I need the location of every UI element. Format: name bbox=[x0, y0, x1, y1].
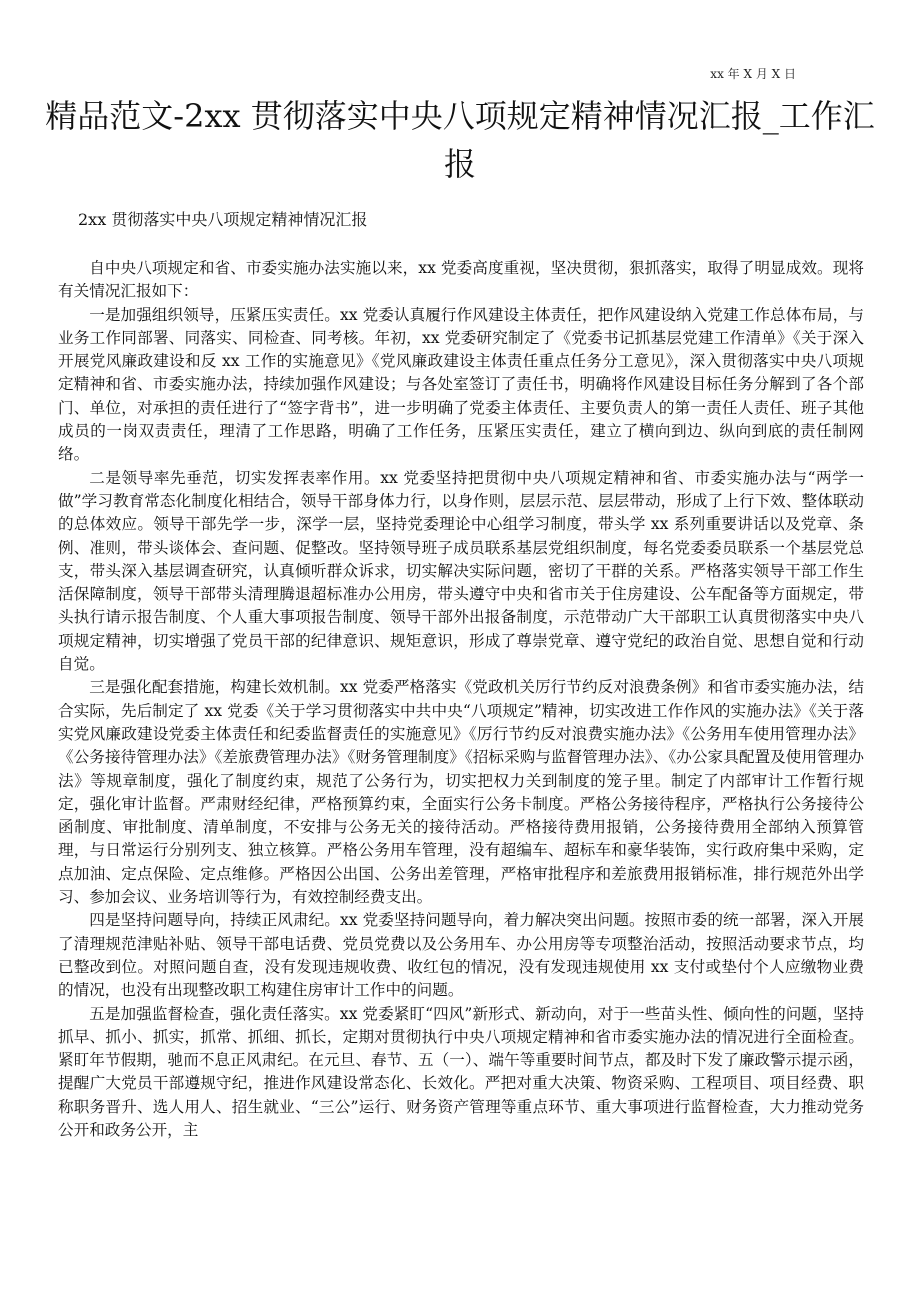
paragraph-point-2: 二是领导率先垂范，切实发挥表率作用。xx 党委坚持把贯彻中央八项规定精神和省、市委实施办法与“两学一做”学习教育常态化制度化相结合，领导干部身体力行，以身作则，层层示范、层层带动，形成了上行下效、整体联动的总体效应。领导干部先学一步，深学一层，坚持党委理论中心组学习制度，带头学 xx 系列重要讲话以及党章、条例、准则，带头谈体会、查问题、促整改。坚持领导班子成员联系基层党组织制度，每名党委委员联系一个基层党总支，带头深入基层调查研究，认真倾听群众诉求，切实解决实际问题，密切了干群的关系。严格落实领导干部工作生活保障制度，领导干部带头清理腾退超标准办公用房，带头遵守中央和省市关于住房建设、公车配备等方面规定，带头执行请示报告制度、个人重大事项报告制度、领导干部外出报备制度，示范带动广大干部职工认真贯彻落实中央八项规定精神，切实增强了党员干部的纪律意识、规矩意识，形成了尊崇党章、遵守党纪的政治自觉、思想自觉和行动自觉。 bbox=[58, 468, 864, 674]
paragraph-point-4: 四是坚持问题导向，持续正风肃纪。xx 党委坚持问题导向，着力解决突出问题。按照市委的统一部署，深入开展了清理规范津贴补贴、领导干部电话费、党员党费以及公务用车、办公用房等专项整治活动，按照活动要求节点，均已整改到位。对照问题自查，没有发现违规收费、收红包的情况，没有发现违规使用 xx 支付或垫付个人应缴物业费的情况，也没有出现整改职工构建住房审计工作中的问题。 bbox=[58, 911, 864, 1000]
document-body bbox=[58, 257, 864, 1142]
paragraph-point-3: 三是强化配套措施，构建长效机制。xx 党委严格落实《党政机关厉行节约反对浪费条例》和省市委实施办法，结合实际，先后制定了 xx 党委《关于学习贯彻落实中共中央“八项规定”精神，切实改进工作作风的实施办法》《关于落实党风廉政建设党委主体责任和纪委监督责任的实施意见》《厉行节约反对浪费实施办法》《公务用车使用管理办法》《公务接待管理办法》《差旅费管理办法》《财务管理制度》《招标采购与监督管理办法》、《办公家具配置及使用管理办法》等规章制度，强化了制度约束，规范了公务行为，切实把权力关到制度的笼子里。制定了内部审计工作暂行规定，强化审计监督。严肃财经纪律，严格预算约束，全面实行公务卡制度。严格公务接待程序，严格执行公务接待公函制度、审批制度、清单制度，不安排与公务无关的接待活动。严格接待费用报销，公务接待费用全部纳入预算管理，与日常运行分别列支、独立核算。严格公务用车管理，没有超编车、超标车和豪华装饰，实行政府集中采购，定点加油、定点保险、定点维修。严格因公出国、公务出差管理，严格审批程序和差旅费用报销标准，排行规范外出学习、参加会议、业务培训等行为，有效控制经费支出。 bbox=[58, 678, 864, 907]
paragraph-point-1: 一是加强组织领导，压紧压实责任。xx 党委认真履行作风建设主体责任，把作风建设纳入党建工作总体布局，与业务工作同部署、同落实、同检查、同考核。年初，xx 党委研究制定了《党委书记抓基层党建工作清单》《关于深入开展党风廉政建设和反 xx 工作的实施意见》《党风廉政建设主体责任重点任务分工意见》，深入贯彻落实中央八项规定精神和省、市委实施办法，持续加强作风建设；与各处室签订了责任书，明确将作风建设目标任务分解到了各个部门、单位，对承担的责任进行了“签字背书”，进一步明确了党委主体责任、主要负责人的第一责任人责任、班子其他成员的一岗双责责任，理清了工作思路，明确了工作任务，压紧压实责任，建立了横向到边、纵向到底的责任制网络。 bbox=[58, 305, 864, 464]
paragraph-intro: 自中央八项规定和省、市委实施办法实施以来，xx 党委高度重视，坚决贯彻，狠抓落实，取得了明显成效。现将有关情况汇报如下： bbox=[58, 259, 864, 301]
document-title: 精品范文-2xx 贯彻落实中央八项规定精神情况汇报_工作汇报 bbox=[45, 97, 875, 183]
document-subtitle: 2xx 贯彻落实中央八项规定精神情况汇报 bbox=[78, 210, 368, 229]
paragraph-point-5: 五是加强监督检查，强化责任落实。xx 党委紧盯“四风”新形式、新动向，对于一些苗头性、倾向性的问题，坚持抓早、抓小、抓实，抓常、抓细、抓长，定期对贯彻执行中央八项规定精神和省市委实施办法的情况进行全面检查。紧盯年节假期，驰而不息正风肃纪。在元旦、春节、五（一）、端午等重要时间节点，都及时下发了廉政警示提示函，提醒广大党员干部遵规守纪，推进作风建设常态化、长效化。严把对重大决策、物资采购、工程项目、项目经费、职称职务晋升、选人用人、招生就业、“三公”运行、财务资产管理等重点环节、重大事项进行监督检查，大力推动党务公开和政务公开，主 bbox=[58, 1004, 864, 1139]
document-date: xx 年 X 月 X 日 bbox=[710, 67, 796, 81]
